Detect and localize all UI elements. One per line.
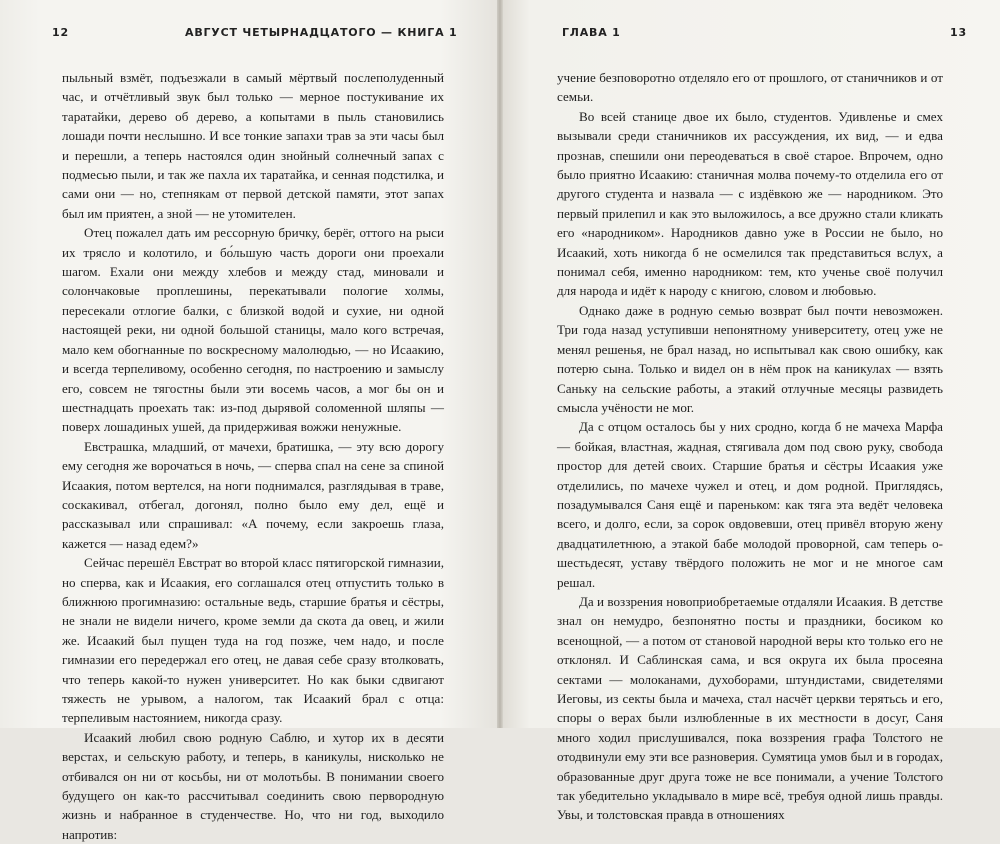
running-title: АВГУСТ ЧЕТЫРНАДЦАТОГО — КНИГА 1: [185, 26, 458, 39]
chapter-title: ГЛАВА 1: [562, 26, 621, 39]
right-page: [500, 0, 1000, 823]
paragraph: пыльный взмёт, подъезжали в самый мёртвый послеполуденный час, и отчётливый звук был только — мерное постукивание их таратайки, дерево об дерево, а копытами в пыль становились лошади почти неслышно. И все тонкие запахи трав за эти часы был и перешли, а теперь настоялся один знойный солнечный запах с подмесью пыли, и так же пахла их таратайка, и сенная подстилка, и сами они — но, степнякам от первой детской памяти, этот запах был им приятен, а зной — не утомителен.: [62, 70, 444, 221]
paragraph: Однако даже в родную семью возврат был почти невозможен. Три года назад уступивши непонятному университету, отец уже не менял решенья, не брал назад, но испытывал как свою ошибку, как потерю сына. Только и видел он в нём прок на каникулах — взять Саньку на сельские работы, а этакий отлучные месяцы развидеть смысла учёности не мог.: [557, 302, 943, 415]
right-page-number: 13: [950, 26, 967, 39]
paragraph: Во всей станице двое их было, студентов. Удивленье и смех вызывали среди станичников их рассуждения, их вид, — и едва прознав, спешили они переодеваться в своё старое. Впрочем, одно было приятно Исаакию: станичная молва почему-то отделила его от другого студента и назвала — с издёвкою же — народником. Это первый прилепил и как это выложилось, а все дружно стали кликать его «народником». Народников давно уже в России не было, но Исаакий, хоть никогда б не осмелился так представиться вслух, а понимал себя, именно народником: тем, кто ученье своё получил для народа и идёт к народу с книгою, словом и любовью.: [557, 108, 943, 299]
left-page-text: [62, 68, 444, 844]
book-gutter: [497, 0, 503, 728]
paragraph: Сейчас перешёл Евстрат во второй класс пятигорской гимназии, но сперва, как и Исаакия, его соглашался отец отпустить только в ближнюю прогимназию: остальные ведь, старшие братья и сёстры, не знали не видели ничего, кроме земли да скота да овец, и жили же. Исаакий был пущен туда на год позже, чем надо, и после гимназии его передержал его отец, не давая себе сразу втолковать, что теперь какой-то нужен университет. Но как быки сдвигают тяжесть не урывом, а налогом, так Исаакий брал с отца: терпеливым настоянием, никогда сразу.: [62, 555, 444, 726]
paragraph: Отец пожалел дать им рессорную бричку, берёг, оттого на рыси их трясло и колотило, и бо́льшую часть дороги они проехали шагом. Ехали они между хлебов и между стад, миновали и солончаковые проплешины, перекатывали пологие холмы, пересекали отлогие балки, с близкой водой и сухие, ни одной настоящей реки, ни одной большой станицы, мало кого встречая, мало кем обогнанные по воскресному малолюдью, — но Исаакию, и всегда терпеливому, особенно сегодня, по настроению и замыслу его, совсем не тягостны были эти восемь часов, а мог бы он и шестнадцать проехать так: из-под дырявой соломенной шляпы — поверх лошадиных ушей, да придерживая вожжи ненужные.: [62, 225, 444, 435]
paragraph: Да и воззрения новоприобретаемые отдаляли Исаакия. В детстве знал он немудро, безпонятно посты и праздники, босиком ко всенощной, — а потом от становой народной веры кто только его не отклонял. И Саблинская сама, и вся округа их была просеяна сектами — молоканами, духоборами, штундистами, свидетелями Иеговы, из секты была и мачеха, стал насчёт церкви терятьсь и его, споры о верах были излюбленные в их местности в досуг, Саня много ходил прислушивался, пока воззрения графа Толстого не отодвинули ему эти все разноверия. Сумятица умов был и в городах, образованные друг друга тоже не все понимали, а учение Толстого так убедительно укладывало в мире всё, требуя одной лишь правды. Увы, и толстовская правда в отношениях: [557, 593, 943, 823]
left-page-number: 12: [52, 26, 69, 39]
paragraph: Евстрашка, младший, от мачехи, братишка, — эту всю дорогу ему сегодня же ворочаться в ночь, — сперва спал на сене за спиной Исаакия, потом вертелся, на ноги поднимался, разглядывая в траве, соскакивал, отбегал, догонял, полно было ему дел, ещё и рассказывал или спрашивал: «А почему, если закроешь глаза, кажется — назад едем?»: [62, 438, 444, 551]
paragraph: Исаакий любил свою родную Саблю, и хутор их в десяти верстах, и сельскую работу, и теперь, в каникулы, нисколько не отбивался он ни от косьбы, ни от молотьбы. В понимании своего будущего он как-то рассчитывал соединить свою первородную жизнь и набранное в студенчестве. Но, что ни год, выходило напротив:: [62, 729, 444, 842]
left-page: [0, 0, 500, 842]
right-page-text: [557, 68, 943, 825]
paragraph: учение безповоротно отделяло его от прошлого, от станичников и от семьи.: [557, 70, 943, 105]
paragraph: Да с отцом осталось бы у них сродно, когда б не мачеха Марфа — бойкая, властная, жадная, стягивала дом под свою руку, свобода простор для детей своих. Старшие братья и сёстры Исаакия уже отделились, по мачехе чужел и отец, и дом родной. Приглядясь, позадумывался Саня ещё и пареньком: как тяга эта ведёт человека всего, и долго, если, за сорок овдовевши, отец привёл вторую жену двадцатилетнюю, а этакой бабе молодой проворной, сам теперь о-шестьдесят, уставу твёрдого положить не мог и не многое сам решал.: [557, 419, 943, 590]
